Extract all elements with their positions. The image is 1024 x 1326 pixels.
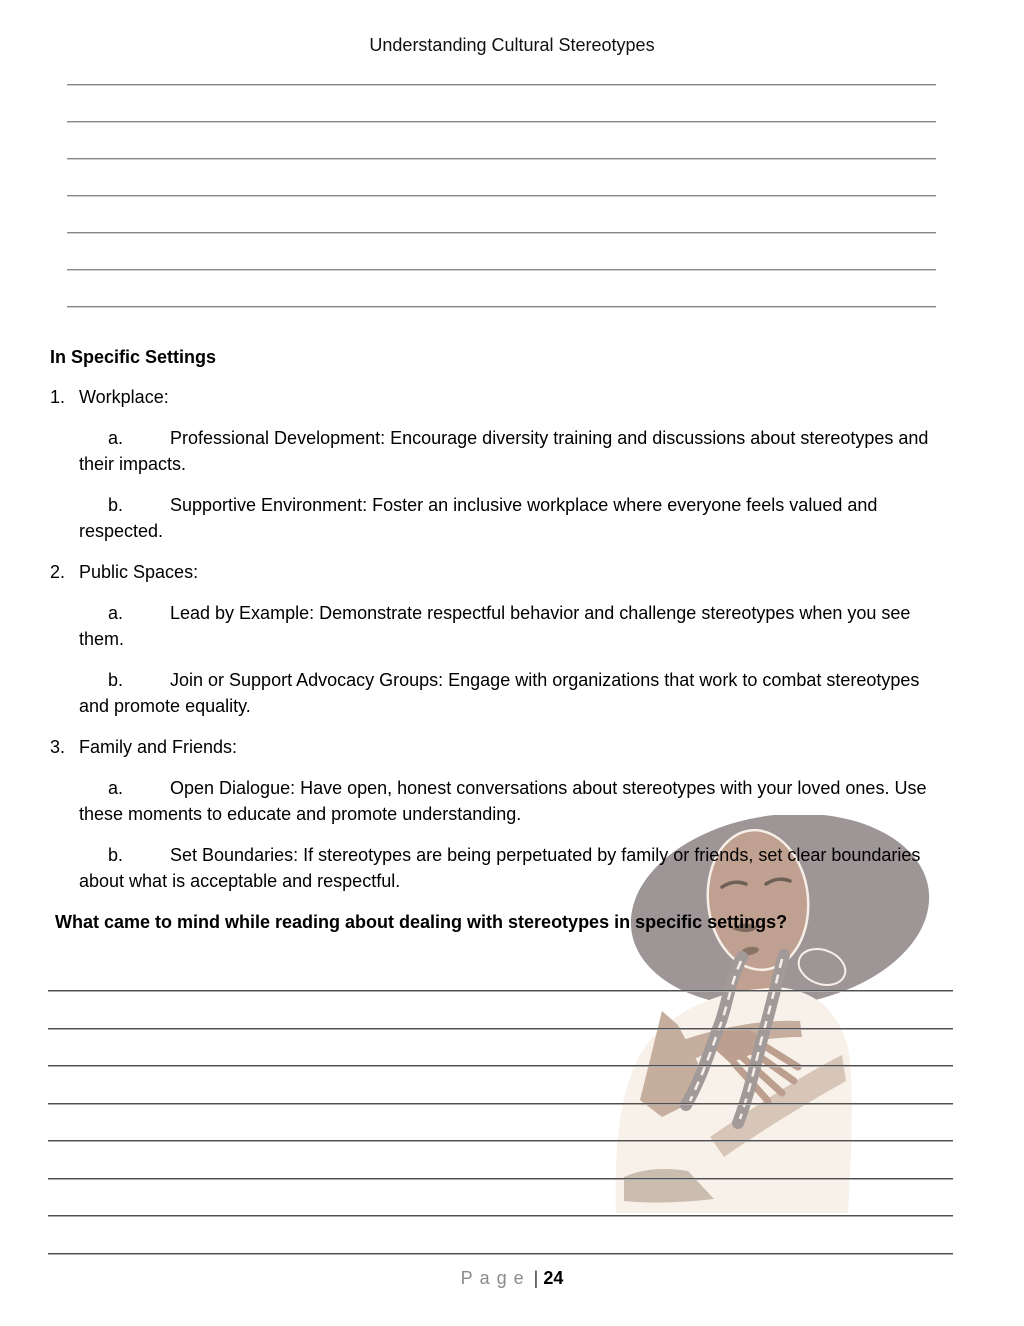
footer-page-label: Page [460,1268,531,1288]
sub-item-workplace-b [79,492,930,544]
sub-item-letter: b. [108,670,124,690]
list-item-public-spaces [50,559,930,585]
writing-lines-top [67,84,936,310]
sub-item-family-b [79,842,930,894]
ruled-line [48,990,953,992]
ruled-line [67,158,936,160]
page-title: Understanding Cultural Stereotypes [369,35,655,55]
ruled-line [67,121,936,123]
sub-item-letter: a. [108,428,124,448]
ruled-line [67,195,936,197]
list-item-family-friends [50,734,930,760]
ruled-line [48,1103,953,1105]
list-item-workplace [50,384,930,410]
ruled-line [48,1028,953,1030]
ruled-line [48,1140,953,1142]
ruled-line [48,1065,953,1067]
sub-item-letter: b. [108,495,124,515]
ruled-line [67,84,936,86]
sub-item-letter: a. [108,603,124,623]
sub-item-text: Set Boundaries: If stereotypes are being perpetuated by family or friends, set clear boundaries about what is acceptable and respectful. [79,845,921,891]
ruled-line [67,269,936,271]
sub-item-text: Open Dialogue: Have open, honest conversations about stereotypes with your loved ones. Use these moments to educate and promote understanding. [79,778,927,824]
footer-separator: | [533,1268,539,1288]
list-item-number: 2. [50,562,66,582]
sub-item-public-b [79,667,930,719]
list-item-label: Workplace: [79,387,169,407]
sub-item-workplace-a [79,425,930,477]
sub-item-family-a [79,775,930,827]
sub-item-letter: b. [108,845,124,865]
ruled-line [48,1215,953,1217]
section-heading: In Specific Settings [50,347,217,367]
sub-item-text: Join or Support Advocacy Groups: Engage with organizations that work to combat stereotypes and promote equality. [79,670,920,716]
content-block [50,344,930,935]
list-item-number: 3. [50,737,66,757]
ruled-line [67,232,936,234]
writing-lines-bottom [48,990,953,1256]
sub-item-text: Supportive Environment: Foster an inclusive workplace where everyone feels valued and respected. [79,495,878,541]
list-item-label: Family and Friends: [79,737,238,757]
ruled-line [67,306,936,308]
sub-item-text: Professional Development: Encourage diversity training and discussions about stereotypes and their impacts. [79,428,929,474]
ruled-line [48,1253,953,1255]
sub-item-letter: a. [108,778,124,798]
sub-item-public-a [79,600,930,652]
footer-page-number: 24 [543,1268,564,1288]
ruled-line [48,1178,953,1180]
sub-item-text: Lead by Example: Demonstrate respectful behavior and challenge stereotypes when you see them. [79,603,911,649]
list-item-number: 1. [50,387,66,407]
list-item-label: Public Spaces: [79,562,199,582]
reflection-question: What came to mind while reading about dealing with stereotypes in specific settings? [55,912,788,932]
page-footer [0,1268,1024,1289]
